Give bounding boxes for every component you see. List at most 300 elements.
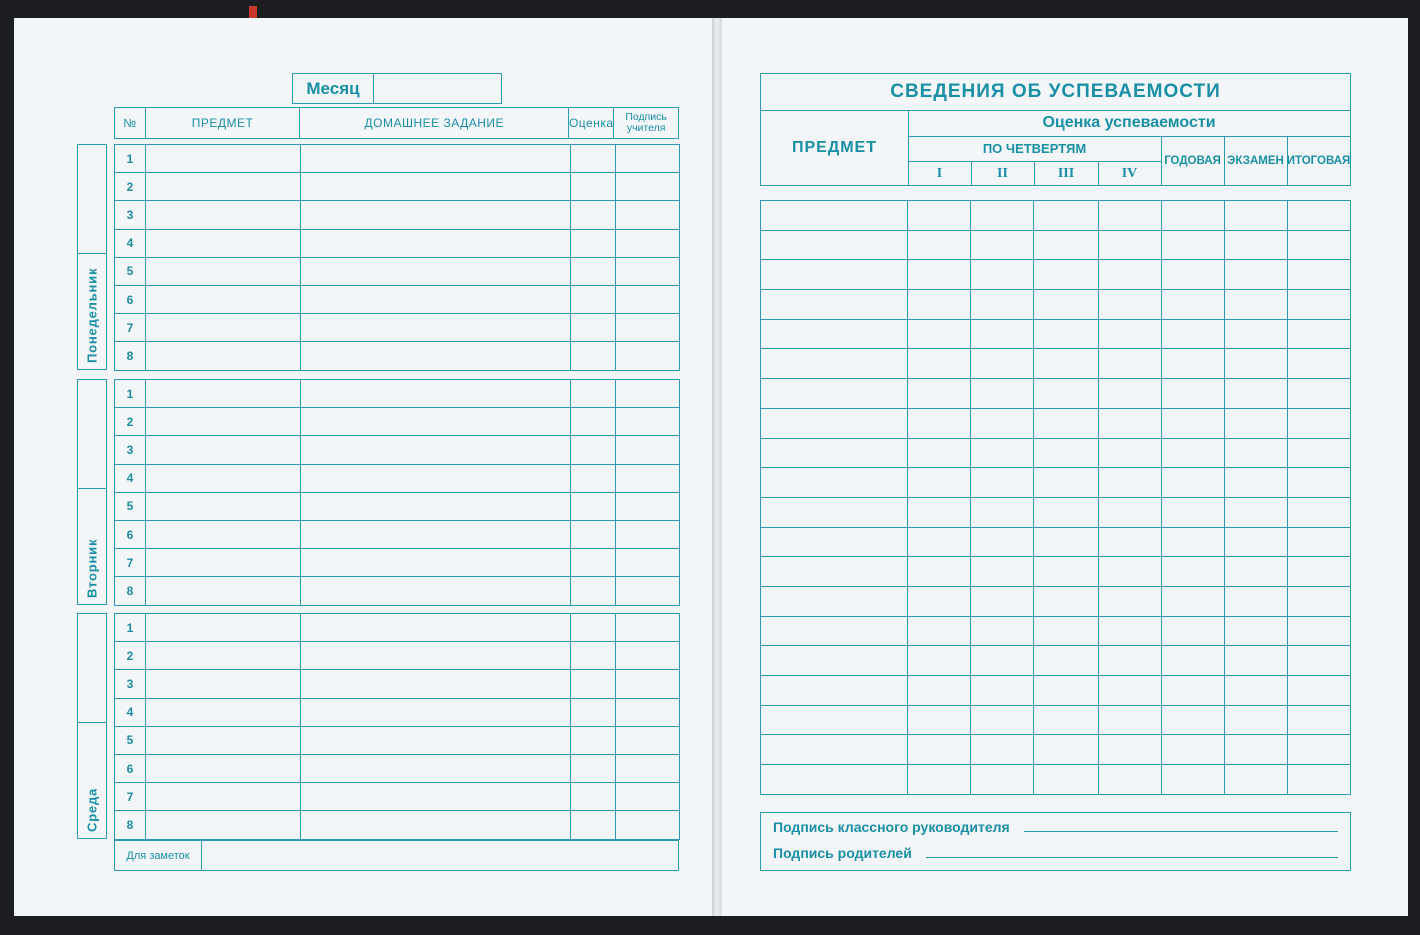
subject-cell[interactable]	[146, 229, 301, 257]
grade-cell[interactable]	[571, 285, 616, 313]
grade-cell[interactable]	[571, 257, 616, 285]
grade-cell[interactable]	[1161, 735, 1224, 765]
subject-cell[interactable]	[146, 726, 301, 754]
grade-cell[interactable]	[1161, 676, 1224, 706]
subject-cell[interactable]	[146, 577, 301, 605]
grade-cell[interactable]	[571, 698, 616, 726]
table-row	[761, 527, 1351, 557]
grade-cell[interactable]	[571, 408, 616, 436]
grade-cell[interactable]	[908, 319, 971, 349]
grade-cell[interactable]	[571, 342, 616, 370]
homework-cell[interactable]	[301, 492, 571, 520]
grade-cell[interactable]	[571, 314, 616, 342]
grade-cell[interactable]	[1161, 557, 1224, 587]
grade-cell[interactable]	[571, 670, 616, 698]
grade-cell[interactable]	[1287, 260, 1350, 290]
grade-cell[interactable]	[908, 527, 971, 557]
table-row	[115, 698, 680, 726]
grade-cell[interactable]	[1224, 319, 1287, 349]
grade-cell[interactable]	[1098, 468, 1161, 498]
grade-cell[interactable]	[1034, 408, 1098, 438]
homework-cell[interactable]	[301, 726, 571, 754]
signature-cell[interactable]	[616, 642, 680, 670]
subject-cell[interactable]	[761, 349, 908, 379]
grade-cell[interactable]	[1098, 497, 1161, 527]
homework-cell[interactable]	[301, 380, 571, 408]
grade-cell[interactable]	[1034, 765, 1098, 795]
grade-cell[interactable]	[1161, 408, 1224, 438]
grade-cell[interactable]	[1034, 705, 1098, 735]
grade-cell[interactable]	[1034, 290, 1098, 320]
table-row	[761, 735, 1351, 765]
homework-cell[interactable]	[301, 408, 571, 436]
grade-cell[interactable]	[1224, 201, 1287, 231]
header-signature-line1: Подпись	[625, 111, 667, 123]
grade-cell[interactable]	[1034, 201, 1098, 231]
subject-cell[interactable]	[761, 201, 908, 231]
grade-cell[interactable]	[1161, 497, 1224, 527]
homework-cell[interactable]	[301, 464, 571, 492]
grade-cell[interactable]	[1287, 497, 1350, 527]
subject-cell[interactable]	[761, 646, 908, 676]
subject-cell[interactable]	[146, 754, 301, 782]
grade-cell[interactable]	[908, 676, 971, 706]
grade-cell[interactable]	[1224, 676, 1287, 706]
grade-cell[interactable]	[571, 577, 616, 605]
grade-cell[interactable]	[1224, 616, 1287, 646]
grade-cell[interactable]	[1161, 705, 1224, 735]
grade-cell[interactable]	[971, 379, 1034, 409]
table-row	[761, 557, 1351, 587]
signature-cell[interactable]	[616, 173, 680, 201]
grade-cell[interactable]	[1287, 290, 1350, 320]
grade-cell[interactable]	[1224, 260, 1287, 290]
grade-cell[interactable]	[971, 290, 1034, 320]
grade-cell[interactable]	[1224, 497, 1287, 527]
grade-cell[interactable]	[1161, 527, 1224, 557]
grade-cell[interactable]	[1034, 349, 1098, 379]
signature-cell[interactable]	[616, 229, 680, 257]
signature-cell[interactable]	[616, 549, 680, 577]
grade-cell[interactable]	[1287, 616, 1350, 646]
signature-cell[interactable]	[616, 670, 680, 698]
grade-cell[interactable]	[908, 201, 971, 231]
grade-cell[interactable]	[1287, 201, 1350, 231]
homework-cell[interactable]	[301, 754, 571, 782]
grade-cell[interactable]	[908, 616, 971, 646]
grade-cell[interactable]	[971, 438, 1034, 468]
grade-cell[interactable]	[1098, 379, 1161, 409]
grade-cell[interactable]	[571, 726, 616, 754]
grade-cell[interactable]	[971, 349, 1034, 379]
grade-cell[interactable]	[571, 811, 616, 839]
subject-cell[interactable]	[761, 765, 908, 795]
grade-cell[interactable]	[908, 408, 971, 438]
grade-cell[interactable]	[571, 614, 616, 642]
subject-cell[interactable]	[146, 783, 301, 811]
grade-cell[interactable]	[1161, 468, 1224, 498]
row-number: 6	[115, 285, 146, 313]
homework-cell[interactable]	[301, 811, 571, 839]
signature-cell[interactable]	[616, 145, 680, 173]
grade-cell[interactable]	[1161, 349, 1224, 379]
grade-cell[interactable]	[1098, 646, 1161, 676]
subject-cell[interactable]	[146, 201, 301, 229]
homework-table[interactable]	[114, 613, 680, 840]
performance-header	[760, 73, 1351, 186]
subject-cell[interactable]	[761, 260, 908, 290]
table-row	[761, 408, 1351, 438]
grade-cell[interactable]	[1224, 586, 1287, 616]
grade-cell[interactable]	[1224, 408, 1287, 438]
signature-cell[interactable]	[616, 436, 680, 464]
grade-cell[interactable]	[1224, 705, 1287, 735]
grade-cell[interactable]	[1224, 438, 1287, 468]
subject-cell[interactable]	[146, 285, 301, 313]
grade-cell[interactable]	[1224, 379, 1287, 409]
grade-cell[interactable]	[971, 201, 1034, 231]
day-label-divider	[78, 253, 106, 254]
grade-cell[interactable]	[1034, 497, 1098, 527]
grade-cell[interactable]	[1287, 230, 1350, 260]
subject-cell[interactable]	[146, 145, 301, 173]
subject-cell[interactable]	[146, 549, 301, 577]
grade-cell[interactable]	[1098, 586, 1161, 616]
grade-cell[interactable]	[1287, 676, 1350, 706]
grade-cell[interactable]	[1098, 290, 1161, 320]
grade-cell[interactable]	[908, 349, 971, 379]
row-number: 5	[115, 257, 146, 285]
homework-cell[interactable]	[301, 201, 571, 229]
grade-cell[interactable]	[571, 173, 616, 201]
grade-cell[interactable]	[1224, 765, 1287, 795]
grade-cell[interactable]	[1098, 735, 1161, 765]
grade-cell[interactable]	[1161, 646, 1224, 676]
grade-cell[interactable]	[908, 379, 971, 409]
subject-cell[interactable]	[146, 698, 301, 726]
signature-cell[interactable]	[616, 754, 680, 782]
grade-cell[interactable]	[1034, 527, 1098, 557]
left-page	[14, 18, 712, 916]
signature-teacher-line[interactable]	[1024, 831, 1338, 832]
header-signature-line2: учителя	[626, 122, 666, 134]
signature-cell[interactable]	[616, 314, 680, 342]
grade-cell[interactable]	[571, 783, 616, 811]
grade-cell[interactable]	[1098, 676, 1161, 706]
signature-cell[interactable]	[616, 201, 680, 229]
grade-cell[interactable]	[1098, 319, 1161, 349]
row-number: 3	[115, 670, 146, 698]
row-number: 8	[115, 577, 146, 605]
grade-cell[interactable]	[971, 260, 1034, 290]
grade-cell[interactable]	[1098, 260, 1161, 290]
grade-cell[interactable]	[571, 464, 616, 492]
grade-cell[interactable]	[1098, 705, 1161, 735]
subject-cell[interactable]	[761, 527, 908, 557]
grade-cell[interactable]	[1287, 586, 1350, 616]
grade-cell[interactable]	[1224, 349, 1287, 379]
month-field[interactable]	[292, 73, 502, 104]
grade-cell[interactable]	[1224, 468, 1287, 498]
grade-cell[interactable]	[1287, 349, 1350, 379]
row-number: 6	[115, 754, 146, 782]
signature-cell[interactable]	[616, 285, 680, 313]
subject-cell[interactable]	[761, 230, 908, 260]
day-label-divider	[78, 488, 106, 489]
subject-cell[interactable]	[146, 464, 301, 492]
day-label-divider	[78, 722, 106, 723]
grade-cell[interactable]	[1034, 616, 1098, 646]
grade-cell[interactable]	[908, 468, 971, 498]
grade-cell[interactable]	[571, 754, 616, 782]
subject-cell[interactable]	[146, 173, 301, 201]
grade-cell[interactable]	[908, 438, 971, 468]
homework-cell[interactable]	[301, 314, 571, 342]
signature-cell[interactable]	[616, 464, 680, 492]
grade-cell[interactable]	[971, 586, 1034, 616]
subject-cell[interactable]	[146, 520, 301, 548]
subject-cell[interactable]	[761, 705, 908, 735]
grade-cell[interactable]	[1098, 557, 1161, 587]
grade-cell[interactable]	[1098, 230, 1161, 260]
signature-parents-line[interactable]	[926, 857, 1338, 858]
grade-cell[interactable]	[1161, 616, 1224, 646]
grade-cell[interactable]	[1161, 765, 1224, 795]
grade-cell[interactable]	[908, 497, 971, 527]
homework-cell[interactable]	[301, 173, 571, 201]
grade-cell[interactable]	[1287, 735, 1350, 765]
grade-cell[interactable]	[571, 229, 616, 257]
grade-cell[interactable]	[1224, 290, 1287, 320]
signature-cell[interactable]	[616, 520, 680, 548]
grade-cell[interactable]	[908, 586, 971, 616]
subject-header: ПРЕДМЕТ	[791, 139, 877, 156]
signature-cell[interactable]	[616, 726, 680, 754]
grade-cell[interactable]	[1161, 260, 1224, 290]
grade-cell[interactable]	[971, 646, 1034, 676]
grade-cell[interactable]	[971, 735, 1034, 765]
grade-cell[interactable]	[1224, 735, 1287, 765]
subject-cell[interactable]	[146, 670, 301, 698]
row-number: 2	[115, 408, 146, 436]
subject-cell[interactable]	[146, 811, 301, 839]
homework-cell[interactable]	[301, 342, 571, 370]
grade-cell[interactable]	[971, 557, 1034, 587]
subject-cell[interactable]	[146, 436, 301, 464]
grade-cell[interactable]	[1034, 676, 1098, 706]
grade-cell[interactable]	[1287, 408, 1350, 438]
grade-cell[interactable]	[1287, 557, 1350, 587]
grade-cell[interactable]	[971, 765, 1034, 795]
homework-cell[interactable]	[301, 670, 571, 698]
subject-cell[interactable]	[761, 497, 908, 527]
grade-cell[interactable]	[1034, 646, 1098, 676]
header-homework: ДОМАШНЕЕ ЗАДАНИЕ	[300, 108, 569, 138]
grade-cell[interactable]	[1161, 319, 1224, 349]
grade-cell[interactable]	[908, 705, 971, 735]
grade-cell[interactable]	[1224, 557, 1287, 587]
grade-cell[interactable]	[1224, 527, 1287, 557]
grade-cell[interactable]	[971, 527, 1034, 557]
subject-cell[interactable]	[761, 290, 908, 320]
grade-cell[interactable]	[571, 520, 616, 548]
grade-cell[interactable]	[1098, 616, 1161, 646]
grade-cell[interactable]	[571, 436, 616, 464]
subject-cell[interactable]	[761, 408, 908, 438]
grade-cell[interactable]	[971, 705, 1034, 735]
subject-cell[interactable]	[761, 557, 908, 587]
subject-cell[interactable]	[146, 492, 301, 520]
grade-cell[interactable]	[908, 290, 971, 320]
grade-cell[interactable]	[1098, 201, 1161, 231]
grade-cell[interactable]	[1161, 586, 1224, 616]
homework-cell[interactable]	[301, 698, 571, 726]
grade-cell[interactable]	[1034, 468, 1098, 498]
notes-field[interactable]	[114, 840, 679, 871]
table-row	[761, 290, 1351, 320]
grade-cell[interactable]	[1287, 646, 1350, 676]
quarter-2: II	[997, 165, 1008, 181]
subject-cell[interactable]	[146, 614, 301, 642]
grade-cell[interactable]	[571, 642, 616, 670]
row-number: 1	[115, 380, 146, 408]
quarter-1: I	[936, 165, 943, 181]
signature-cell[interactable]	[616, 811, 680, 839]
grade-cell[interactable]	[1098, 408, 1161, 438]
grade-cell[interactable]	[1034, 586, 1098, 616]
signature-cell[interactable]	[616, 380, 680, 408]
homework-table[interactable]	[114, 379, 680, 606]
grade-cell[interactable]	[908, 735, 971, 765]
grade-cell[interactable]	[571, 201, 616, 229]
grade-cell[interactable]	[971, 497, 1034, 527]
grade-cell[interactable]	[1287, 527, 1350, 557]
grade-cell[interactable]	[1034, 260, 1098, 290]
subject-cell[interactable]	[146, 257, 301, 285]
grade-cell[interactable]	[971, 676, 1034, 706]
grade-cell[interactable]	[1224, 646, 1287, 676]
homework-cell[interactable]	[301, 783, 571, 811]
homework-cell[interactable]	[301, 285, 571, 313]
grade-cell[interactable]	[1098, 527, 1161, 557]
subject-cell[interactable]	[761, 379, 908, 409]
grade-cell[interactable]	[971, 230, 1034, 260]
grade-cell[interactable]	[908, 765, 971, 795]
grade-cell[interactable]	[571, 549, 616, 577]
homework-table[interactable]	[114, 144, 680, 371]
signature-cell[interactable]	[616, 698, 680, 726]
subject-cell[interactable]	[761, 586, 908, 616]
signature-parents-row[interactable]	[773, 845, 1338, 861]
grade-cell[interactable]	[1034, 230, 1098, 260]
book-gutter	[712, 18, 722, 916]
grade-cell[interactable]	[571, 492, 616, 520]
homework-cell[interactable]	[301, 229, 571, 257]
grade-cell[interactable]	[1161, 230, 1224, 260]
signature-teacher-label: Подпись классного руководителя	[773, 819, 1010, 835]
subject-cell[interactable]	[761, 468, 908, 498]
grades-table[interactable]	[760, 200, 1351, 795]
grade-cell[interactable]	[1034, 557, 1098, 587]
grade-cell[interactable]	[1161, 379, 1224, 409]
grade-cell[interactable]	[971, 319, 1034, 349]
grade-cell[interactable]	[1098, 438, 1161, 468]
grade-cell[interactable]	[1034, 379, 1098, 409]
homework-cell[interactable]	[301, 614, 571, 642]
subject-cell[interactable]	[146, 642, 301, 670]
annual-header: ГОДОВАЯ	[1164, 155, 1221, 167]
grade-cell[interactable]	[1287, 468, 1350, 498]
grade-cell[interactable]	[1161, 438, 1224, 468]
grade-cell[interactable]	[1287, 705, 1350, 735]
grade-cell[interactable]	[971, 408, 1034, 438]
subject-cell[interactable]	[761, 735, 908, 765]
grade-cell[interactable]	[1034, 319, 1098, 349]
homework-cell[interactable]	[301, 577, 571, 605]
grade-cell[interactable]	[1224, 230, 1287, 260]
signature-teacher-row[interactable]	[773, 819, 1338, 835]
row-number: 1	[115, 614, 146, 642]
grade-cell[interactable]	[908, 230, 971, 260]
subject-cell[interactable]	[146, 314, 301, 342]
subject-cell[interactable]	[146, 342, 301, 370]
signature-cell[interactable]	[616, 408, 680, 436]
grade-cell[interactable]	[1287, 319, 1350, 349]
subject-cell[interactable]	[146, 380, 301, 408]
homework-cell[interactable]	[301, 257, 571, 285]
table-row	[115, 464, 680, 492]
grade-cell[interactable]	[908, 557, 971, 587]
grade-cell[interactable]	[571, 380, 616, 408]
grade-cell[interactable]	[1034, 438, 1098, 468]
grade-cell[interactable]	[1161, 290, 1224, 320]
grade-cell[interactable]	[1034, 735, 1098, 765]
grade-cell[interactable]	[1161, 201, 1224, 231]
grade-cell[interactable]	[1287, 438, 1350, 468]
signature-cell[interactable]	[616, 342, 680, 370]
grade-cell[interactable]	[1287, 765, 1350, 795]
grade-cell[interactable]	[1098, 349, 1161, 379]
signature-cell[interactable]	[616, 492, 680, 520]
signature-cell[interactable]	[616, 614, 680, 642]
final-header: ИТОГОВАЯ	[1286, 155, 1351, 167]
homework-cell[interactable]	[301, 642, 571, 670]
subject-cell[interactable]	[761, 616, 908, 646]
subject-cell[interactable]	[761, 438, 908, 468]
subject-cell[interactable]	[146, 408, 301, 436]
signature-cell[interactable]	[616, 257, 680, 285]
subject-cell[interactable]	[761, 676, 908, 706]
header-num: №	[115, 108, 146, 138]
homework-cell[interactable]	[301, 145, 571, 173]
homework-cell[interactable]	[301, 520, 571, 548]
grade-cell[interactable]	[908, 646, 971, 676]
signature-cell[interactable]	[616, 577, 680, 605]
table-row	[115, 229, 680, 257]
performance-title: СВЕДЕНИЯ ОБ УСПЕВАЕМОСТИ	[761, 74, 1350, 111]
homework-cell[interactable]	[301, 436, 571, 464]
signature-cell[interactable]	[616, 783, 680, 811]
grade-cell[interactable]	[1287, 379, 1350, 409]
grade-cell[interactable]	[971, 616, 1034, 646]
grade-cell[interactable]	[971, 468, 1034, 498]
subject-cell[interactable]	[761, 319, 908, 349]
grade-cell[interactable]	[571, 145, 616, 173]
grade-cell[interactable]	[908, 260, 971, 290]
grade-cell[interactable]	[1098, 765, 1161, 795]
homework-cell[interactable]	[301, 549, 571, 577]
table-row	[761, 260, 1351, 290]
